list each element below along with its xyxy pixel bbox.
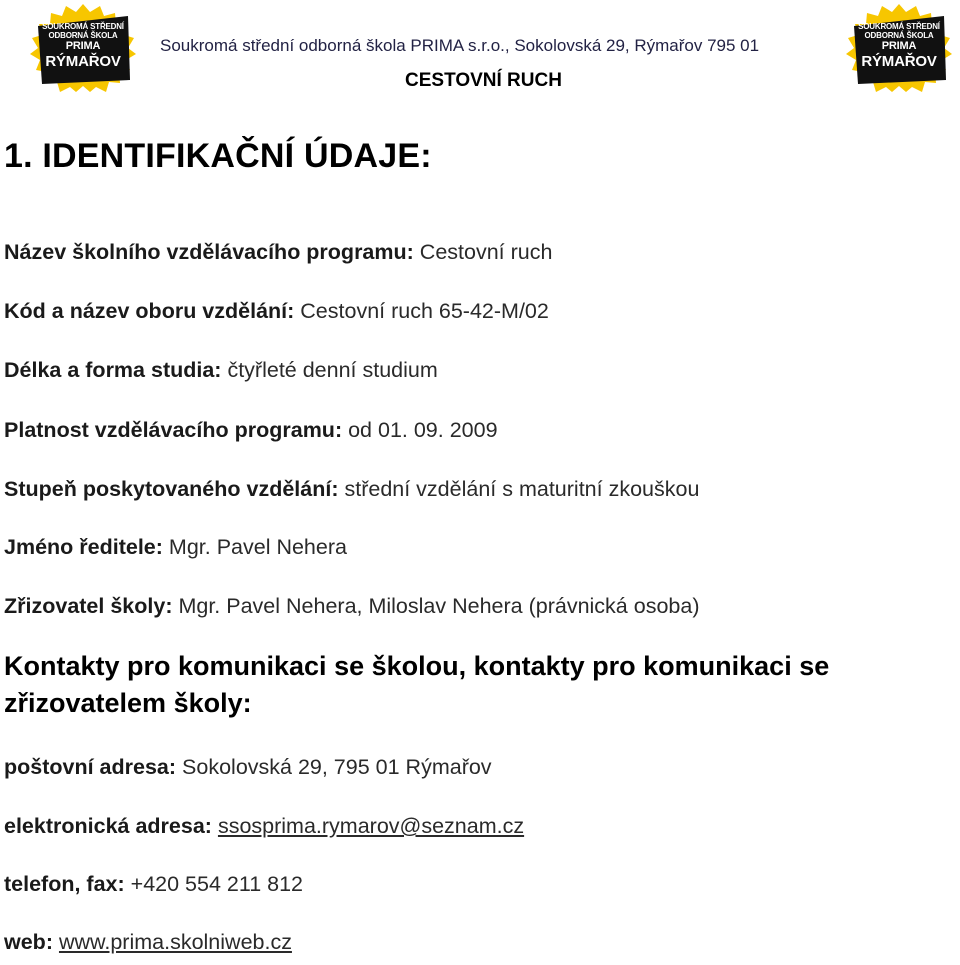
field-founder xyxy=(4,594,699,619)
logo-line-4: RÝMAŘOV xyxy=(861,53,937,70)
field-degree xyxy=(4,477,699,502)
logo-line-2: ODBORNÁ ŠKOLA xyxy=(48,31,118,40)
contact-email xyxy=(4,814,524,839)
contact-value: +420 554 211 812 xyxy=(130,872,304,896)
field-value: Cestovní ruch 65-42-M/02 xyxy=(300,299,549,323)
field-value: Mgr. Pavel Nehera xyxy=(168,535,347,559)
logo-line-1: SOUKROMÁ STŘEDNÍ xyxy=(858,22,940,31)
contact-web xyxy=(4,930,292,955)
contact-label: elektronická adresa: xyxy=(4,814,212,838)
field-label: Jméno ředitele: xyxy=(4,535,163,559)
school-logo-right xyxy=(840,4,958,92)
contact-phone xyxy=(4,872,303,897)
field-value: Cestovní ruch xyxy=(419,240,553,264)
field-value: střední vzdělání s maturitní zkouškou xyxy=(344,477,700,501)
email-link[interactable]: ssosprima.rymarov@seznam.cz xyxy=(217,814,525,838)
field-duration xyxy=(4,358,438,383)
contact-label: poštovní adresa: xyxy=(4,755,177,779)
field-label: Kód a název oboru vzdělání: xyxy=(4,299,295,323)
contact-value: Sokolovská 29, 795 01 Rýmařov xyxy=(182,755,492,779)
logo-line-3: PRIMA xyxy=(65,40,101,52)
logo-text-left xyxy=(42,22,124,70)
logo-line-4: RÝMAŘOV xyxy=(45,53,121,70)
logo-line-3: PRIMA xyxy=(881,40,917,52)
field-value: čtyřleté denní studium xyxy=(227,358,438,382)
header-school-address: Soukromá střední odborná škola PRIMA s.r.o., Sokolovská 29, Rýmařov 795 01 xyxy=(160,36,760,55)
contact-label: web: xyxy=(4,930,53,954)
section-title: 1. IDENTIFIKAČNÍ ÚDAJE: xyxy=(4,137,432,175)
field-program-name xyxy=(4,240,552,265)
logo-text-right xyxy=(858,22,940,70)
field-label: Zřizovatel školy: xyxy=(4,594,173,618)
logo-line-2: ODBORNÁ ŠKOLA xyxy=(864,31,934,40)
field-label: Stupeň poskytovaného vzdělání: xyxy=(4,477,339,501)
field-validity xyxy=(4,418,498,443)
field-value: Mgr. Pavel Nehera, Miloslav Nehera (právnická osoba) xyxy=(178,594,700,618)
school-logo-left xyxy=(24,4,142,92)
header-subject: CESTOVNÍ RUCH xyxy=(405,70,562,91)
field-code xyxy=(4,299,549,324)
contact-label: telefon, fax: xyxy=(4,872,125,896)
field-label: Název školního vzdělávacího programu: xyxy=(4,240,414,264)
field-label: Platnost vzdělávacího programu: xyxy=(4,418,343,442)
field-label: Délka a forma studia: xyxy=(4,358,222,382)
field-director xyxy=(4,535,347,560)
logo-line-1: SOUKROMÁ STŘEDNÍ xyxy=(42,22,124,31)
contact-postal xyxy=(4,755,492,780)
web-link[interactable]: www.prima.skolniweb.cz xyxy=(58,930,292,954)
contacts-heading: Kontakty pro komunikaci se školou, kontakty pro komunikaci se zřizovatelem školy: xyxy=(4,651,830,718)
field-value: od 01. 09. 2009 xyxy=(348,418,498,442)
